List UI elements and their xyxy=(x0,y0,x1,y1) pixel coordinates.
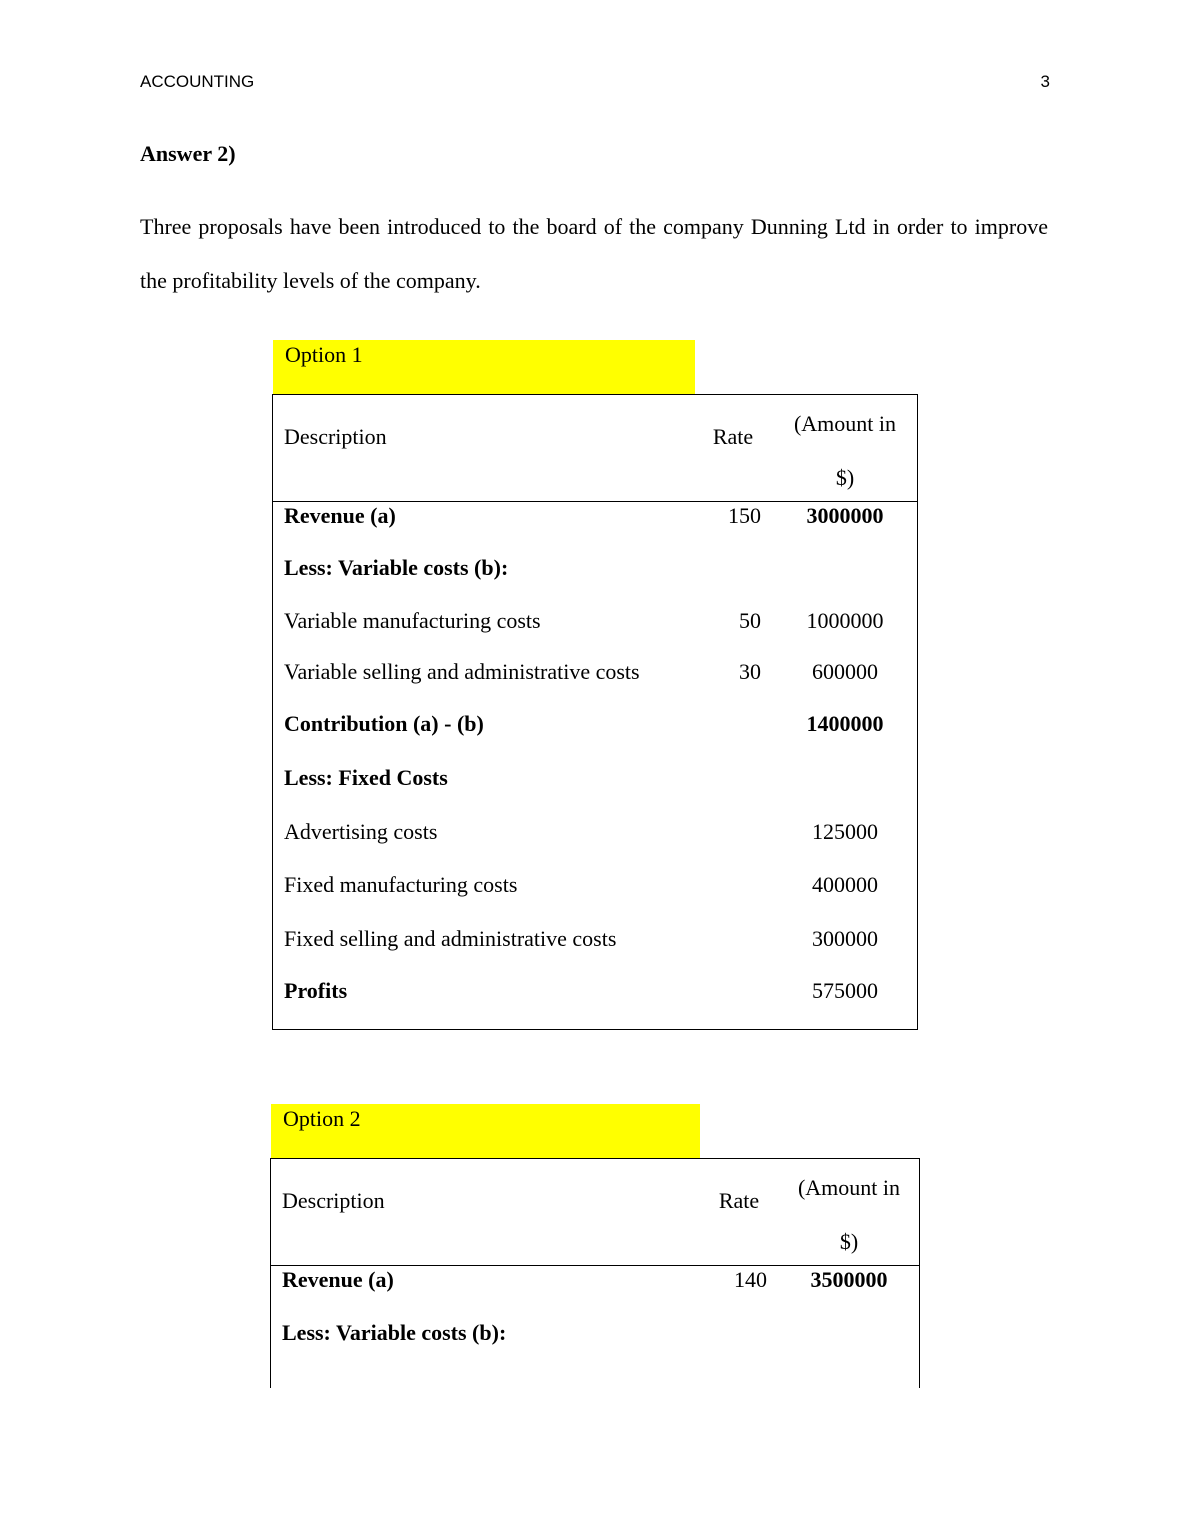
option-1-label: Option 1 xyxy=(273,340,695,394)
row-rate: 140 xyxy=(734,1267,767,1292)
table-row xyxy=(271,1320,919,1360)
table-row xyxy=(271,1267,919,1307)
table-row xyxy=(273,819,917,859)
row-description: Revenue (a) xyxy=(284,503,396,528)
row-description: Variable selling and administrative costs xyxy=(284,659,640,684)
running-head: ACCOUNTING xyxy=(140,72,255,91)
col-rate-header: Rate xyxy=(712,424,754,449)
row-description: Fixed manufacturing costs xyxy=(284,872,518,897)
page-number: 3 xyxy=(1040,72,1050,91)
row-description: Contribution (a) - (b) xyxy=(284,711,484,736)
table-row xyxy=(273,926,917,966)
row-amount: 3000000 xyxy=(806,503,884,528)
table-row xyxy=(273,555,917,595)
col-amount-header-line2: $) xyxy=(835,465,855,490)
row-amount: 400000 xyxy=(812,872,878,897)
table-row xyxy=(273,503,917,543)
row-rate: 50 xyxy=(739,608,761,633)
row-rate: 150 xyxy=(728,503,761,528)
row-rate: 30 xyxy=(739,659,761,684)
row-description: Variable manufacturing costs xyxy=(284,608,541,633)
table-row xyxy=(273,978,917,1018)
row-amount: 600000 xyxy=(812,659,878,684)
col-description-header: Description xyxy=(284,424,387,449)
col-rate-header: Rate xyxy=(718,1188,760,1213)
row-amount: 575000 xyxy=(812,978,878,1003)
option-2-label: Option 2 xyxy=(271,1104,700,1158)
option-2-table-header xyxy=(271,1159,919,1266)
option-1-table xyxy=(272,394,918,1030)
row-amount: 125000 xyxy=(812,819,878,844)
table-row xyxy=(273,872,917,912)
row-description: Less: Fixed Costs xyxy=(284,765,448,790)
table-row xyxy=(273,659,917,699)
row-description: Less: Variable costs (b): xyxy=(284,555,509,580)
row-amount: 1000000 xyxy=(806,608,884,633)
option-1-table-header xyxy=(273,395,917,502)
intro-paragraph: Three proposals have been introduced to the board of the company Dunning Ltd in order to improve the profitability levels of the company. xyxy=(140,214,1048,293)
col-amount-header xyxy=(775,397,915,505)
answer-heading: Answer 2) xyxy=(140,141,236,166)
row-description: Revenue (a) xyxy=(282,1267,394,1292)
table-row xyxy=(273,711,917,751)
row-description: Profits xyxy=(284,978,348,1003)
row-amount: 300000 xyxy=(812,926,878,951)
col-amount-header-line1: (Amount in xyxy=(793,411,897,436)
col-amount-header-line2: $) xyxy=(839,1229,859,1254)
col-amount-header xyxy=(779,1161,919,1269)
row-description: Less: Variable costs (b): xyxy=(282,1320,507,1345)
col-description-header: Description xyxy=(282,1188,385,1213)
row-description: Advertising costs xyxy=(284,819,438,844)
row-description: Fixed selling and administrative costs xyxy=(284,926,617,951)
row-amount: 1400000 xyxy=(806,711,884,736)
row-amount: 3500000 xyxy=(810,1267,888,1292)
col-amount-header-line1: (Amount in xyxy=(797,1175,901,1200)
option-2-table xyxy=(270,1158,920,1388)
table-row xyxy=(273,608,917,648)
table-row xyxy=(273,765,917,805)
